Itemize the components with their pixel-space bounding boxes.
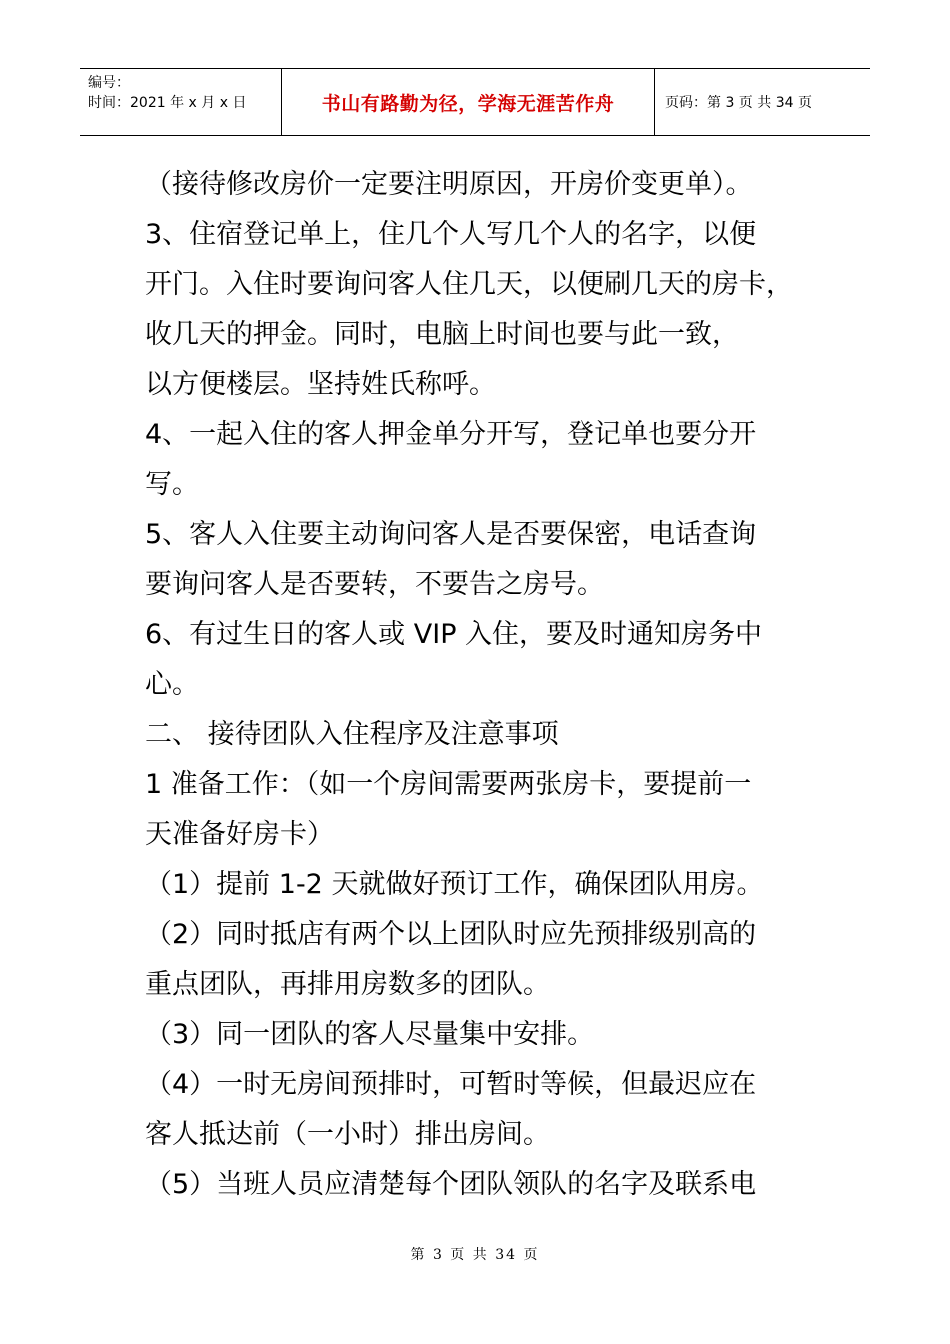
body-line: 心。 <box>145 669 199 700</box>
body-line: （4）一时无房间预排时，可暂时等候，但最迟应在 <box>145 1069 757 1100</box>
body-line: 6、有过生日的客人或 VIP 入住，要及时通知房务中 <box>145 619 763 650</box>
body-line: 写。 <box>145 469 199 500</box>
header-page-info: 页码：第 3 页 共 34 页 <box>665 95 812 111</box>
header-meta-cell <box>80 69 282 135</box>
section-heading: 二、 接待团队入住程序及注意事项 <box>145 719 559 750</box>
body-line: 开门。入住时要询问客人住几天，以便刷几天的房卡， <box>145 269 793 300</box>
body-line: 3、住宿登记单上，住几个人写几个人的名字，以便 <box>145 219 757 250</box>
body-line: 要询问客人是否要转，不要告之房号。 <box>145 569 604 600</box>
page-footer: 第 3 页 共 34 页 <box>410 1247 540 1263</box>
body-line: 1 准备工作：（如一个房间需要两张房卡，要提前一 <box>145 769 752 800</box>
body-line: 天准备好房卡） <box>145 819 334 850</box>
header-motto: 书山有路勤为径，学海无涯苦作舟 <box>282 69 655 135</box>
body-line: 客人抵达前（一小时）排出房间。 <box>145 1119 550 1150</box>
body-line: 5、客人入住要主动询问客人是否要保密，电话查询 <box>145 519 757 550</box>
body-line: （3）同一团队的客人尽量集中安排。 <box>145 1019 595 1050</box>
body-line: （5）当班人员应清楚每个团队领队的名字及联系电 <box>145 1169 757 1200</box>
body-line: （2）同时抵店有两个以上团队时应先预排级别高的 <box>145 919 757 950</box>
date-label: 时间：2021 年 x 月 x 日 <box>88 95 247 111</box>
body-line: 收几天的押金。同时，电脑上时间也要与此一致， <box>145 319 739 350</box>
body-line: 重点团队，再排用房数多的团队。 <box>145 969 550 1000</box>
body-line: 4、一起入住的客人押金单分开写，登记单也要分开 <box>145 419 757 450</box>
header-table <box>80 68 870 136</box>
body-line: （接待修改房价一定要注明原因，开房价变更单）。 <box>145 169 753 200</box>
body-line: （1）提前 1-2 天就做好预订工作，确保团队用房。 <box>145 869 764 900</box>
document-body <box>145 160 835 1210</box>
body-line: 以方便楼层。坚持姓氏称呼。 <box>145 369 496 400</box>
number-label: 编号： <box>88 75 130 91</box>
